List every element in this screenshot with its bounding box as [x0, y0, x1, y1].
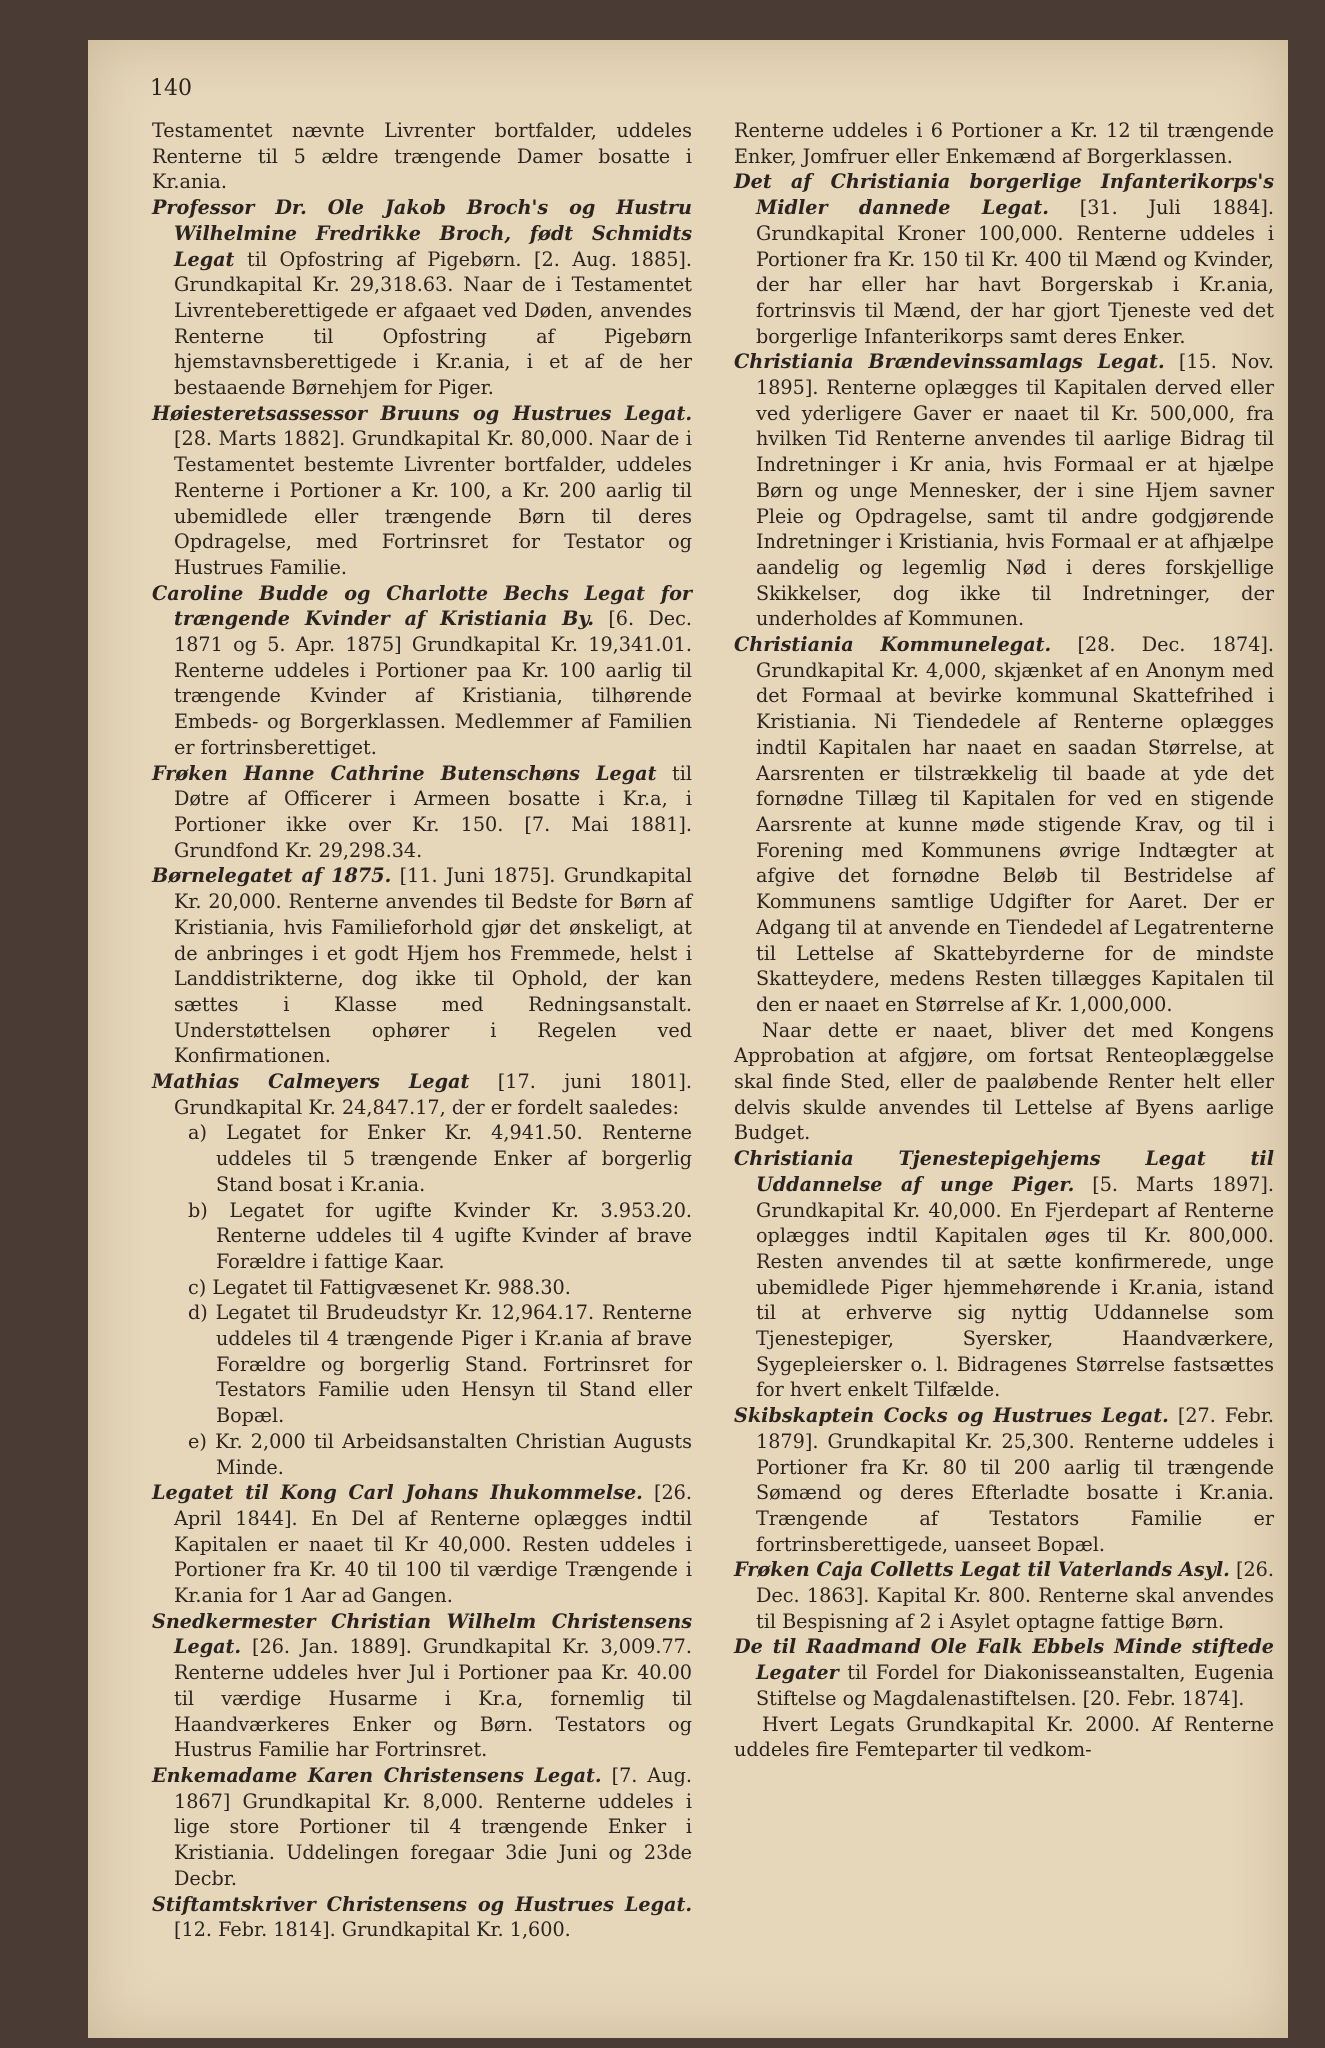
legat-entry — [734, 1557, 1274, 1634]
legat-text: [31. Juli 1884]. Grundkapital Kroner 100,000. Renterne uddeles i Portioner fra Kr. 150 til Kr. 400 til Mænd og Kvinder, der har eller har havt Borgerskab i Kr.ania, fortrinsvis til Mænd, der har gjort Tjeneste ved det borgerlige Infanterikorps samt deres Enker. — [756, 196, 1274, 348]
legat-subitem — [152, 1120, 692, 1197]
legat-title: Legatet til Kong Carl Johans Ihukommelse. — [152, 1481, 643, 1505]
legat-text: [26. Jan. 1889]. Grundkapital Kr. 3,009.77. Renterne uddeles hver Jul i Portioner paa Kr. 40.00 til værdige Husarme i Kr.a, fornemlig til Haandværkeres Enker og Børn. Testators og Hustrus Familie har Fortrinsret. — [174, 1635, 692, 1762]
legat-title: Christiania Kommunelegat. — [734, 633, 1052, 657]
legat-title: Stiftamtskriver Christensens og Hustrues Legat. — [152, 1892, 692, 1916]
legat-title: Snedkermester Christian Wilhelm Christensens Legat. — [152, 1609, 692, 1659]
legat-entry — [734, 1634, 1274, 1711]
legat-title: Mathias Calmeyers Legat — [152, 1070, 470, 1094]
legat-entry — [152, 401, 692, 581]
legat-text: til Fordel for Diakonisseanstalten, Eugenia Stiftelse og Magdalenastiftelsen. [20. Febr. 1874]. — [756, 1661, 1274, 1710]
legat-entry — [734, 632, 1274, 1018]
legat-title: Caroline Budde og Charlotte Bechs Legat for trængende Kvinder af Kristiania By. — [152, 581, 692, 631]
legat-text: a) Legatet for Enker Kr. 4,941.50. Renterne uddeles til 5 trængende Enker af borgerlig Stand bosat i Kr.ania. — [188, 1121, 692, 1196]
legat-subitem — [152, 1429, 692, 1480]
legat-entry — [152, 1763, 692, 1892]
legat-entry — [734, 118, 1274, 169]
legat-entry — [152, 581, 692, 761]
page-number: 140 — [150, 76, 192, 101]
legat-entry — [734, 349, 1274, 632]
legat-entry — [152, 1069, 692, 1120]
legat-entry — [152, 1892, 692, 1943]
legat-text: [17. juni 1801]. Grundkapital Kr. 24,847.17, der er fordelt saaledes: — [174, 1070, 692, 1119]
legat-entry — [152, 195, 692, 401]
legat-entry — [734, 169, 1274, 349]
legat-text: Renterne uddeles i 6 Portioner a Kr. 12 til trængende Enker, Jomfruer eller Enkemænd af Borgerklassen. — [734, 119, 1274, 168]
legat-text: til Døtre af Officerer i Armeen bosatte i Kr.a, i Portioner ikke over Kr. 150. [7. Mai 1881]. Grundfond Kr. 29,298.34. — [174, 761, 692, 862]
legat-text: [11. Juni 1875]. Grundkapital Kr. 20,000. Renterne anvendes til Bedste for Børn af Kristiania, hvis Familieforhold gjør det ønskeligt, at de anbringes i et godt Hjem hos Fremmede, helst i Landdistrikterne, dog ikke til Ophold, der kan sættes i Klasse med Redningsanstalt. Understøttelsen ophører i Regelen ved Konfirmationen. — [174, 864, 692, 1068]
legat-entry — [152, 118, 692, 195]
legat-text: [12. Febr. 1814]. Grundkapital Kr. 1,600. — [174, 1918, 571, 1942]
legat-text: [27. Febr. 1879]. Grundkapital Kr. 25,300. Renterne uddeles i Portioner fra Kr. 80 til 200 aarlig til trængende Sømænd og deres Efterladte bosatte i Kr.ania. Trængende af Testators Familie er fortrinsberettigede, uanseet Bopæl. — [756, 1404, 1274, 1556]
legat-text: [6. Dec. 1871 og 5. Apr. 1875] Grundkapital Kr. 19,341.01. Renterne uddeles i Portioner paa Kr. 100 aarlig til trængende Kvinder af Kristiania, tilhørende Embeds- og Borgerklassen. Medlemmer af Familien er fortrinsberettiget. — [174, 607, 693, 759]
legat-text: Naar dette er naaet, bliver det med Kongens Approbation at afgjøre, om fortsat Renteoplæggelse skal finde Sted, eller de paaløbende Renter helt eller delvis skulde anvendes til Lettelse af Byens aarlige Budget. — [734, 1018, 1274, 1145]
legat-text: b) Legatet for ugifte Kvinder Kr. 3.953.20. Renterne uddeles til 4 ugifte Kvinder af brave Forældre i fattige Kaar. — [188, 1198, 692, 1273]
right-column — [734, 118, 1274, 1763]
legat-title: Frøken Hanne Cathrine Butenschøns Legat — [152, 761, 657, 785]
legat-title: Det af Christiania borgerlige Infanterikorps's Midler dannede Legat. — [734, 170, 1274, 220]
book-page — [88, 40, 1288, 2038]
legat-text: Testamentet nævnte Livrenter bortfalder, uddeles Renterne til 5 ældre trængende Damer bosatte i Kr.ania. — [152, 119, 692, 194]
legat-title: Enkemadame Karen Christensens Legat. — [152, 1764, 602, 1787]
legat-entry — [152, 1480, 692, 1609]
legat-text: [26. Dec. 1863]. Kapital Kr. 800. Renterne skal anvendes til Bespisning af 2 i Asylet optagne fattige Børn. — [756, 1558, 1274, 1633]
legat-text: c) Legatet til Fattigvæsenet Kr. 988.30. — [188, 1275, 571, 1299]
left-column — [152, 118, 692, 1943]
legat-title: Professor Dr. Ole Jakob Broch's og Hustru Wilhelmine Fredrikke Broch, født Schmidts Legat — [152, 196, 692, 271]
legat-subitem — [152, 1300, 692, 1429]
legat-title: Christiania Brændevinssamlags Legat. — [734, 350, 1165, 374]
legat-text: til Opfostring af Pigebørn. [2. Aug. 1885]. Grundkapital Kr. 29,318.63. Naar de i Testamentet Livrenteberettigede er afgaaet ved Døden, anvendes Renterne til Opfostring af Pigebørn hjemstavnsberettigede i Kr.ania, i et af de her bestaaende Børnehjem for Piger. — [174, 247, 692, 400]
legat-text: [26. April 1844]. En Del af Renterne oplægges indtil Kapitalen er naaet til Kr 40,000. Resten uddeles i Portioner fra Kr. 40 til 100 til værdige Trængende i Kr.ania for 1 Aar ad Gangen. — [174, 1481, 692, 1608]
legat-entry — [152, 761, 692, 864]
legat-text: [28. Dec. 1874]. Grundkapital Kr. 4,000, skjænket af en Anonym med det Formaal at bevirke kommunal Skattefrihed i Kristiania. Ni Tiendedele af Renterne oplægges indtil Kapitalen har naaet en saadan Størrelse, at Aarsrenten er tilstrækkelig til baade at yde det fornødne Tillæg til Kapitalen for ved en stigende Aarsrente at kunne møde stigende Krav, og til i Forening med Kommunens øvrige Indtægter at afgive det fornødne Beløb til Bestridelse af Kommunens samtlige Udgifter for Aaret. Der er Adgang til at anvende en Tiendedel af Legatrenterne til Lettelse af Skattebyrderne for de mindste Skatteydere, medens Resten tillægges Kapitalen til den er naaet en Størrelse af Kr. 1,000,000. — [756, 633, 1274, 1016]
legat-text: d) Legatet til Brudeudstyr Kr. 12,964.17. Renterne uddeles til 4 trængende Piger i Kr.ania af brave Forældre og borgerlig Stand. Fortrinsret for Testators Familie uden Hensyn til Stand eller Bopæl. — [188, 1301, 692, 1428]
legat-entry — [734, 1403, 1274, 1557]
legat-text: [5. Marts 1897]. Grundkapital Kr. 40,000. En Fjerdepart af Renterne oplægges indtil Kapitalen øges til Kr. 800,000. Resten anvendes til at sætte konfirmerede, unge ubemidlede Piger hjemmehørende i Kr.ania, istand til at erhverve sig nyttig Uddannelse som Tjenestepiger, Syersker, Haandværkere, Sygepleiersker o. l. Bidragenes Størrelse fastsættes for hvert enkelt Tilfælde. — [756, 1172, 1275, 1402]
legat-text: Hvert Legats Grundkapital Kr. 2000. Af Renterne uddeles fire Femteparter til vedkom- — [734, 1712, 1274, 1762]
legat-subitem — [152, 1198, 692, 1275]
legat-title: Høiesteretsassessor Bruuns og Hustrues Legat. — [152, 401, 692, 425]
legat-text: [28. Marts 1882]. Grundkapital Kr. 80,000. Naar de i Testamentet bestemte Livrenter bortfalder, uddeles Renterne i Portioner a Kr. 100, a Kr. 200 aarlig til ubemidlede eller trængende Børn til deres Opdragelse, med Fortrinsret for Testator og Hustrues Familie. — [174, 427, 692, 579]
legat-title: Børnelegatet af 1875. — [152, 864, 392, 888]
legat-title: Christiania Tjenestepigehjems Legat til Uddannelse af unge Piger. — [734, 1147, 1274, 1196]
legat-entry — [734, 1018, 1274, 1147]
legat-entry — [734, 1146, 1274, 1403]
legat-title: Skibskaptein Cocks og Hustrues Legat. — [734, 1404, 1169, 1428]
legat-entry — [734, 1712, 1274, 1763]
legat-entry — [152, 1609, 692, 1763]
legat-entry — [152, 863, 692, 1069]
legat-title: De til Raadmand Ole Falk Ebbels Minde stiftede Legater — [734, 1635, 1274, 1685]
legat-text: [7. Aug. 1867] Grundkapital Kr. 8,000. Renterne uddeles i lige store Portioner til 4 trængende Enker i Kristiania. Uddelingen foregaar 3die Juni og 23de Decbr. — [174, 1764, 692, 1890]
legat-text: e) Kr. 2,000 til Arbeidsanstalten Christian Augusts Minde. — [188, 1429, 692, 1479]
legat-text: [15. Nov. 1895]. Renterne oplægges til Kapitalen derved eller ved yderligere Gaver er naaet til Kr. 500,000, fra hvilken Tid Renterne anvendes til aarlige Bidrag til Indretninger i Kr ania, hvis Formaal er at hjælpe Børn og unge Mennesker, der i sine Hjem savner Pleie og Opdragelse, samt til andre godgjørende Indretninger i Kristiania, hvis Formaal er at afhjælpe aandelig og legemlig Nød i deres forskjellige Skikkelser, dog ikke til Indretninger, der underholdes af Kommunen. — [756, 350, 1274, 631]
legat-subitem — [152, 1275, 692, 1301]
legat-title: Frøken Caja Colletts Legat til Vaterlands Asyl. — [734, 1558, 1230, 1582]
